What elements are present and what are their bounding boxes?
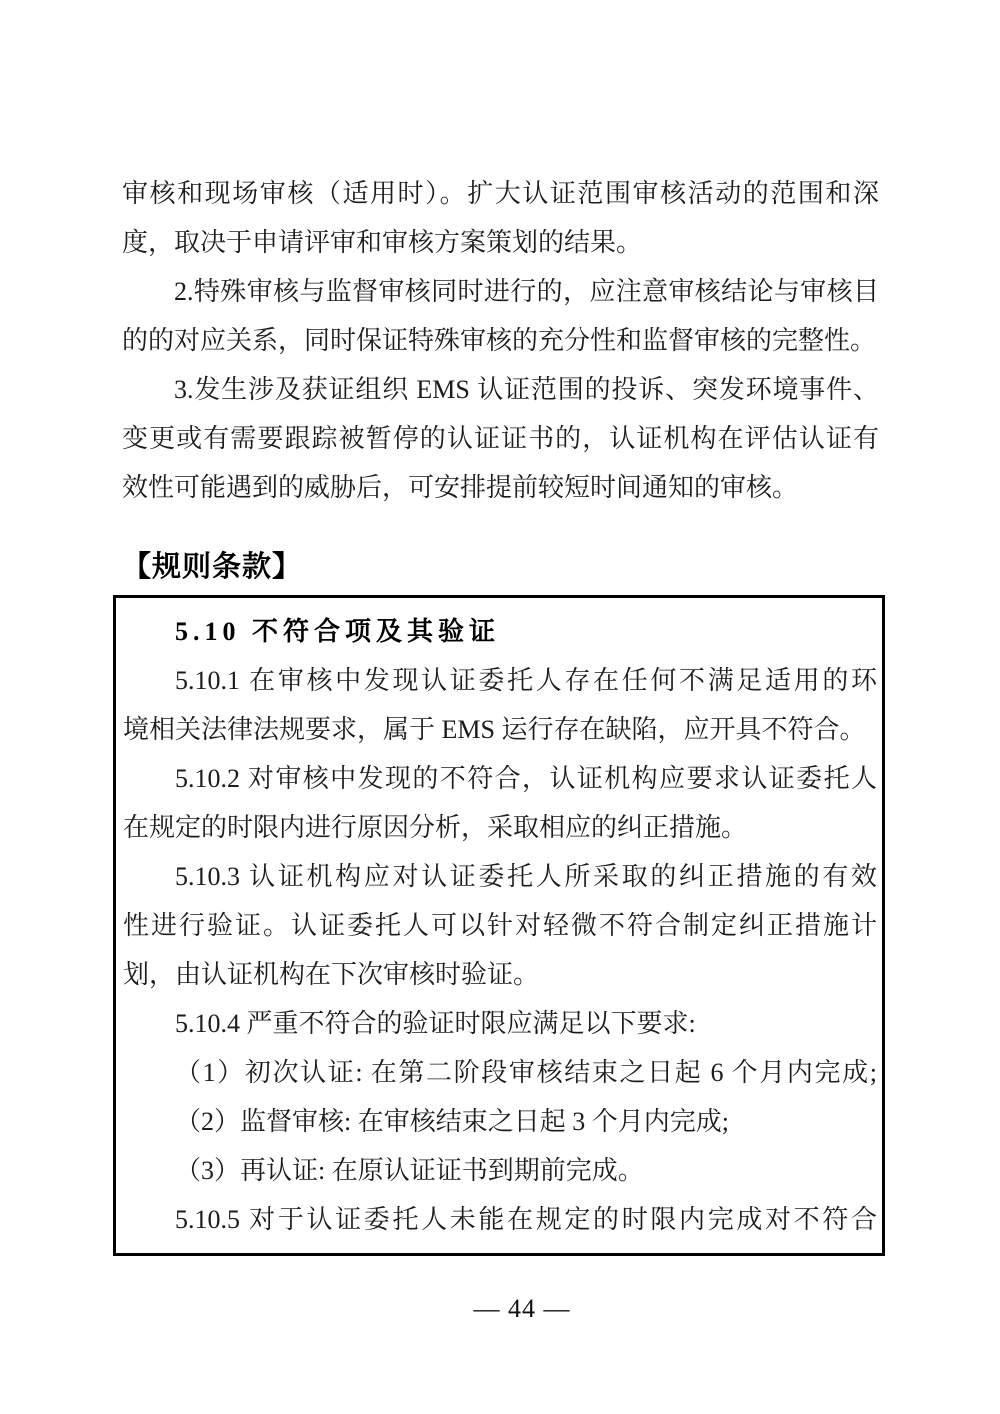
clause-text-line: 5.10.1 在审核中发现认证委托人存在任何不满足适用的环 — [175, 666, 877, 695]
clause-text-line: （1）初次认证: 在第二阶段审核结束之日起 6 个月内完成; — [175, 1058, 877, 1087]
rule-clause-box — [113, 595, 885, 1256]
body-text-line: 度，取决于申请评审和审核方案策划的结果。 — [122, 228, 643, 257]
body-text-line: 2.特殊审核与监督审核同时进行的，应注意审核结论与审核目 — [174, 277, 879, 306]
clause-text-line: （3）再认证: 在原认证证书到期前完成。 — [175, 1156, 644, 1185]
clause-text-line: 5.10.5 对于认证委托人未能在规定的时限内完成对不符合 — [175, 1205, 877, 1234]
clause-text-line: 性进行验证。认证委托人可以针对轻微不符合制定纠正措施计 — [123, 911, 877, 940]
body-text-line: 审核和现场审核（适用时）。扩大认证范围审核活动的范围和深 — [122, 179, 879, 208]
clause-text-line: 在规定的时限内进行原因分析，采取相应的纠正措施。 — [123, 813, 748, 842]
page-number: — 44 — — [473, 1294, 571, 1323]
section-heading-rule-clauses: 【规则条款】 — [122, 551, 303, 583]
clause-text-line: 划，由认证机构在下次审核时验证。 — [123, 960, 540, 989]
clause-text-line: （2）监督审核: 在审核结束之日起 3 个月内完成; — [175, 1107, 729, 1136]
body-text-line: 3.发生涉及获证组织 EMS 认证范围的投诉、突发环境事件、 — [174, 375, 879, 404]
rule-box-title: 5.10 不符合项及其验证 — [175, 617, 501, 646]
page-content — [122, 169, 879, 1256]
clause-text-line: 5.10.3 认证机构应对认证委托人所采取的纠正措施的有效 — [175, 862, 877, 891]
body-text-line: 效性可能遇到的威胁后，可安排提前较短时间通知的审核。 — [122, 473, 799, 502]
clause-text-line: 5.10.4 严重不符合的验证时限应满足以下要求: — [175, 1009, 696, 1038]
body-text-line: 变更或有需要跟踪被暂停的认证证书的，认证机构在评估认证有 — [122, 424, 879, 453]
body-text-line: 的的对应关系，同时保证特殊审核的充分性和监督审核的完整性。 — [122, 326, 877, 355]
clause-text-line: 5.10.2 对审核中发现的不符合，认证机构应要求认证委托人 — [175, 764, 877, 793]
clause-text-line: 境相关法律法规要求，属于 EMS 运行存在缺陷，应开具不符合。 — [123, 715, 866, 744]
